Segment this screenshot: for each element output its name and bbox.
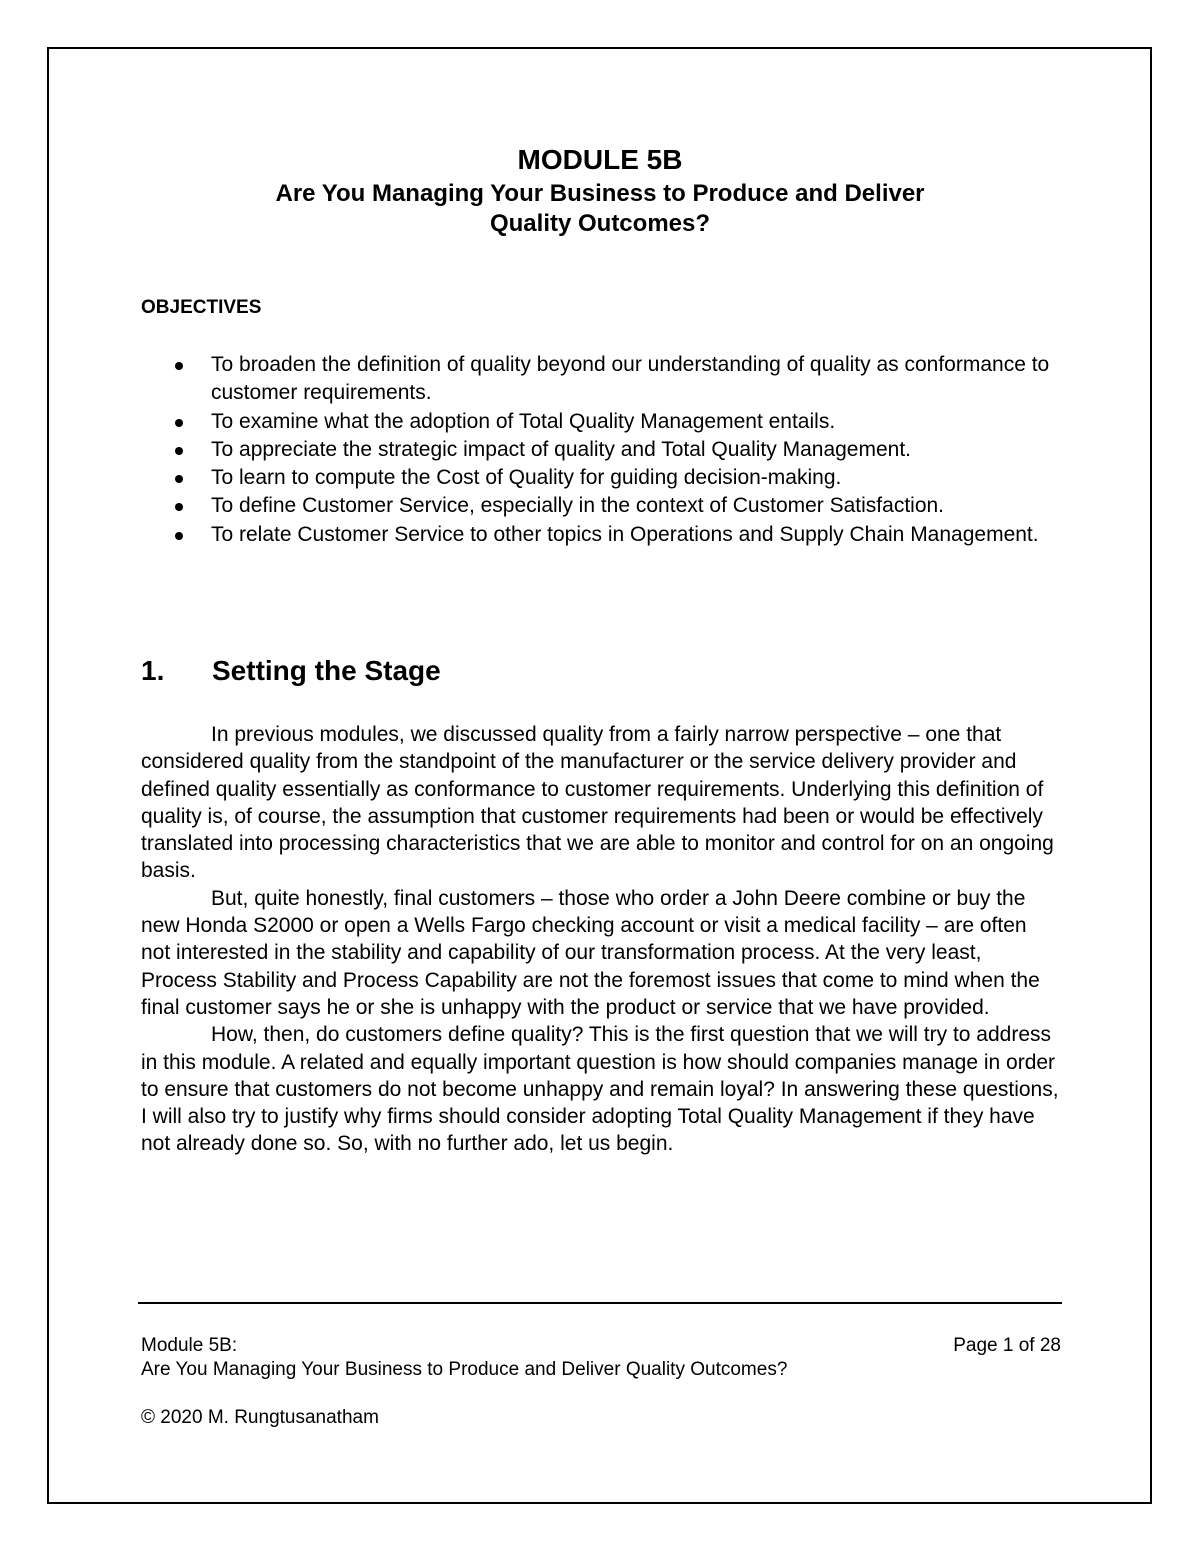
objectives-heading: OBJECTIVES — [141, 297, 262, 318]
objective-item — [141, 408, 1061, 436]
footer-module-title: Are You Managing Your Business to Produce and Deliver Quality Outcomes? — [141, 1359, 788, 1380]
objective-text: To relate Customer Service to other topics in Operations and Supply Chain Management. — [211, 522, 1039, 546]
module-title: MODULE 5B — [517, 144, 683, 175]
body-text — [141, 721, 1061, 1158]
footer-copyright: © 2020 M. Rungtusanatham — [141, 1407, 379, 1428]
title-block — [0, 143, 1200, 239]
footer-divider — [138, 1302, 1062, 1304]
objective-item — [141, 521, 1061, 549]
bullet-icon — [175, 419, 183, 427]
objective-text: To define Customer Service, especially in the context of Customer Satisfaction. — [211, 494, 945, 518]
objective-text: To learn to compute the Cost of Quality for guiding decision-making. — [211, 466, 842, 490]
footer-module-label: Module 5B: — [141, 1335, 238, 1356]
bullet-icon — [175, 362, 183, 370]
section-title: Setting the Stage — [212, 655, 441, 686]
footer-page-number: Page 1 of 28 — [953, 1335, 1061, 1356]
objective-item — [141, 351, 1061, 408]
module-subtitle — [0, 179, 1200, 239]
objective-text: To appreciate the strategic impact of quality and Total Quality Management. — [211, 437, 912, 461]
module-subtitle-line-2: Quality Outcomes? — [489, 210, 711, 237]
objective-item — [141, 436, 1061, 464]
body-paragraph: How, then, do customers define quality? This is the first question that we will try to address in this module. A related and equally important question is how should companies manage in order to ensure that customers do not become unhappy and remain loyal? In answering these questions, I will also try to justify why firms should consider adopting Total Quality Management if they have not already done so. So, with no further ado, let us begin. — [141, 1023, 1059, 1156]
bullet-icon — [175, 532, 183, 540]
body-paragraph: But, quite honestly, final customers – those who order a John Deere combine or buy the new Honda S2000 or open a Wells Fargo checking account or visit a medical facility – are often not interested in the stability and capability of our transformation process. At the very least, Process Stability and Process Capability are not the foremost issues that come to mind when the final customer says he or she is unhappy with the product or service that we have provided. — [141, 886, 1040, 1019]
section-heading — [141, 654, 441, 688]
bullet-icon — [175, 447, 183, 455]
bullet-icon — [175, 475, 183, 483]
objective-text: To broaden the definition of quality beyond our understanding of quality as conformance to customer requirements. — [211, 353, 1050, 405]
section-number: 1. — [141, 655, 165, 686]
objectives-list — [141, 351, 1061, 549]
bullet-icon — [175, 503, 183, 511]
objective-text: To examine what the adoption of Total Quality Management entails. — [211, 409, 836, 433]
page-footer — [141, 1334, 1061, 1430]
body-paragraph: In previous modules, we discussed quality from a fairly narrow perspective – one that considered quality from the standpoint of the manufacturer or the service delivery provider and defined quality essentially as conformance to customer requirements. Underlying this definition of quality is, of course, the assumption that customer requirements had been or would be effectively translated into processing characteristics that we are able to monitor and control for on an ongoing basis. — [141, 723, 1054, 883]
objective-item — [141, 492, 1061, 520]
objective-item — [141, 464, 1061, 492]
footer-line — [141, 1334, 1061, 1358]
module-subtitle-line-1: Are You Managing Your Business to Produce and Deliver — [275, 180, 925, 207]
